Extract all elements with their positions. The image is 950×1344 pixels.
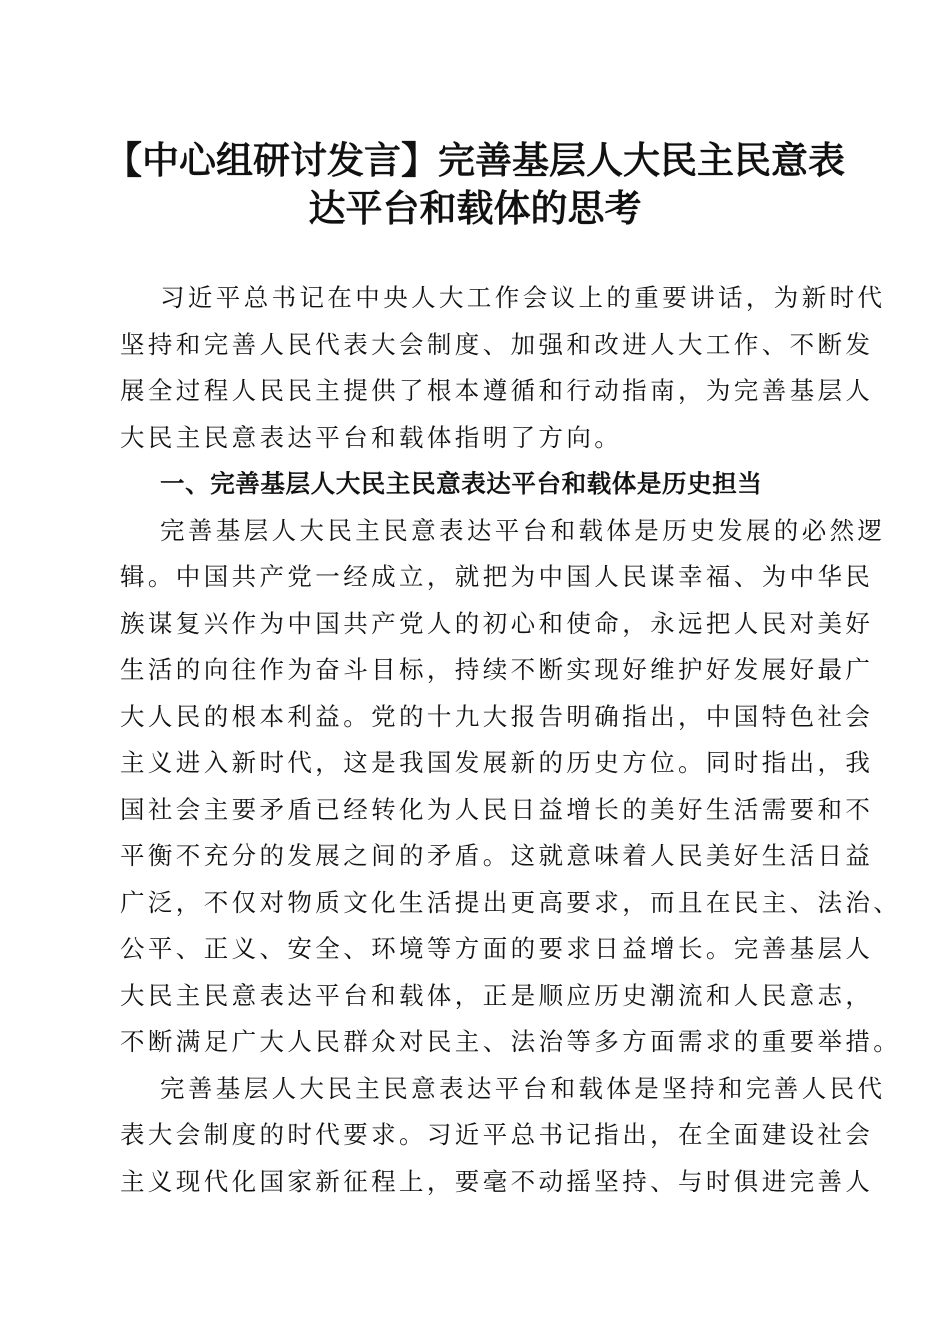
text-line: 主义进入新时代，这是我国发展新的历史方位。同时指出，我: [120, 748, 874, 777]
section-heading: 一、完善基层人大民主民意表达平台和载体是历史担当: [160, 469, 763, 498]
text-line: 展全过程人民民主提供了根本遵循和行动指南，为完善基层人: [120, 376, 874, 405]
text-line: 生活的向往作为奋斗目标，持续不断实现好维护好发展好最广: [120, 655, 874, 684]
text-line: 主义现代化国家新征程上，要毫不动摇坚持、与时俱进完善人: [120, 1166, 874, 1196]
text-line: 公平、正义、安全、环境等方面的要求日益增长。完善基层人: [120, 934, 874, 963]
text-line: 大民主民意表达平台和载体指明了方向。: [120, 422, 623, 452]
text-line: 广泛，不仅对物质文化生活提出更高要求，而且在民主、法治、: [120, 887, 902, 917]
text-line: 完善基层人大民主民意表达平台和载体是坚持和完善人民代: [160, 1073, 886, 1103]
text-line: 表大会制度的时代要求。习近平总书记指出，在全面建设社会: [120, 1120, 874, 1149]
document-title: [100, 136, 850, 232]
title-line: 达平台和载体的思考: [308, 186, 642, 230]
text-line: 完善基层人大民主民意表达平台和载体是历史发展的必然逻: [160, 515, 886, 545]
text-line: 辑。中国共产党一经成立，就把为中国人民谋幸福、为中华民: [120, 562, 874, 591]
text-line: 族谋复兴作为中国共产党人的初心和使命，永远把人民对美好: [120, 608, 874, 638]
text-line: 大民主民意表达平台和载体，正是顺应历史潮流和人民意志，: [120, 980, 874, 1010]
text-line: 平衡不充分的发展之间的矛盾。这就意味着人民美好生活日益: [120, 841, 874, 870]
text-line: 国社会主要矛盾已经转化为人民日益增长的美好生活需要和不: [120, 794, 874, 824]
paragraph-era-requirement: [120, 1066, 886, 1206]
text-line: 不断满足广大人民群众对民主、法治等多方面需求的重要举措。: [120, 1027, 902, 1056]
paragraph-intro: [120, 275, 886, 461]
document-body: [120, 275, 902, 1205]
title-line: 【中心组研讨发言】完善基层人大民主民意表: [105, 138, 845, 182]
text-line: 习近平总书记在中央人大工作会议上的重要讲话，为新时代: [160, 283, 886, 312]
text-line: 大人民的根本利益。党的十九大报告明确指出，中国特色社会: [120, 701, 874, 731]
paragraph-historical-logic: [120, 508, 902, 1066]
text-line: 坚持和完善人民代表大会制度、加强和改进人大工作、不断发: [120, 329, 874, 359]
